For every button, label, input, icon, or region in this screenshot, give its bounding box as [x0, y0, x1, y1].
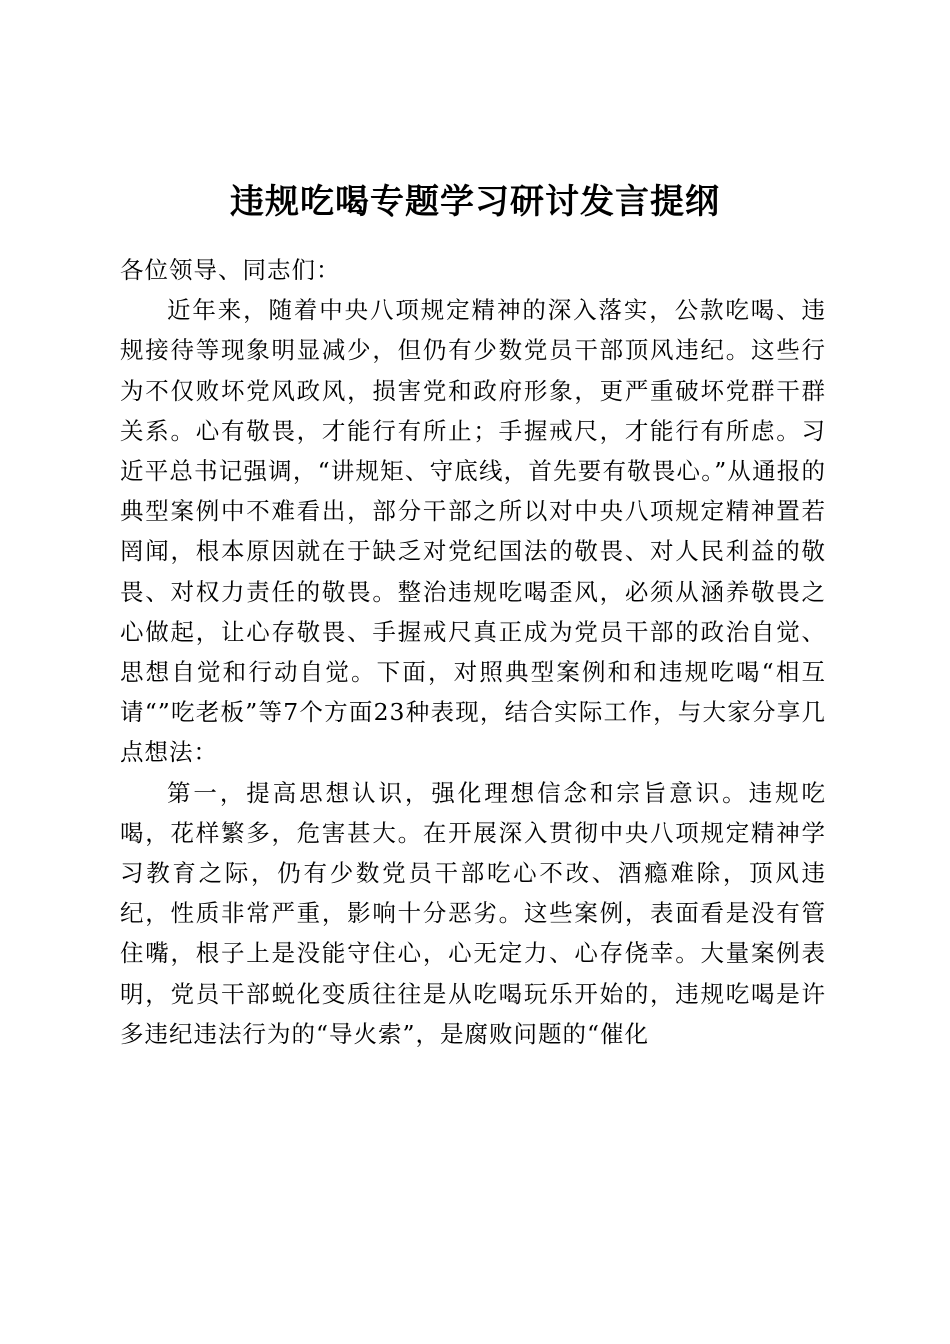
paragraph-point-one: 第一，提高思想认识，强化理想信念和宗旨意识。违规吃喝，花样繁多，危害甚大。在开展深入贯彻中央八项规定精神学习教育之际，仍有少数党员干部吃心不改、酒瘾难除，顶风违纪，性质非常严重，影响十分恶劣。这些案例，表面看是没有管住嘴，根子上是没能守住心，心无定力、心存侥幸。大量案例表明，党员干部蜕化变质往往是从吃喝玩乐开始的，违规吃喝是许多违纪违法行为的“导火索”，是腐败问题的“催化 — [120, 778, 826, 1048]
document-body — [120, 250, 826, 1054]
document-title: 违规吃喝专题学习研讨发言提纲 — [230, 182, 720, 222]
paragraph-intro: 近年来，随着中央八项规定精神的深入落实，公款吃喝、违规接待等现象明显减少，但仍有少数党员干部顶风违纪。这些行为不仅败坏党风政风，损害党和政府形象，更严重破坏党群干群关系。心有敬畏，才能行有所止；手握戒尺，才能行有所虑。习近平总书记强调，“讲规矩、守底线，首先要有敬畏心。”从通报的典型案例中不难看出，部分干部之所以对中央八项规定精神置若罔闻，根本原因就在于缺乏对党纪国法的敬畏、对人民利益的敬畏、对权力责任的敬畏。整治违规吃喝歪风，必须从涵养敬畏之心做起，让心存敬畏、手握戒尺真正成为党员干部的政治自觉、思想自觉和行动自觉。下面，对照典型案例和和违规吃喝“相互请“”吃老板”等7个方面23种表现，结合实际工作，与大家分享几点想法： — [120, 296, 826, 767]
salutation: 各位领导、同志们： — [120, 256, 341, 284]
